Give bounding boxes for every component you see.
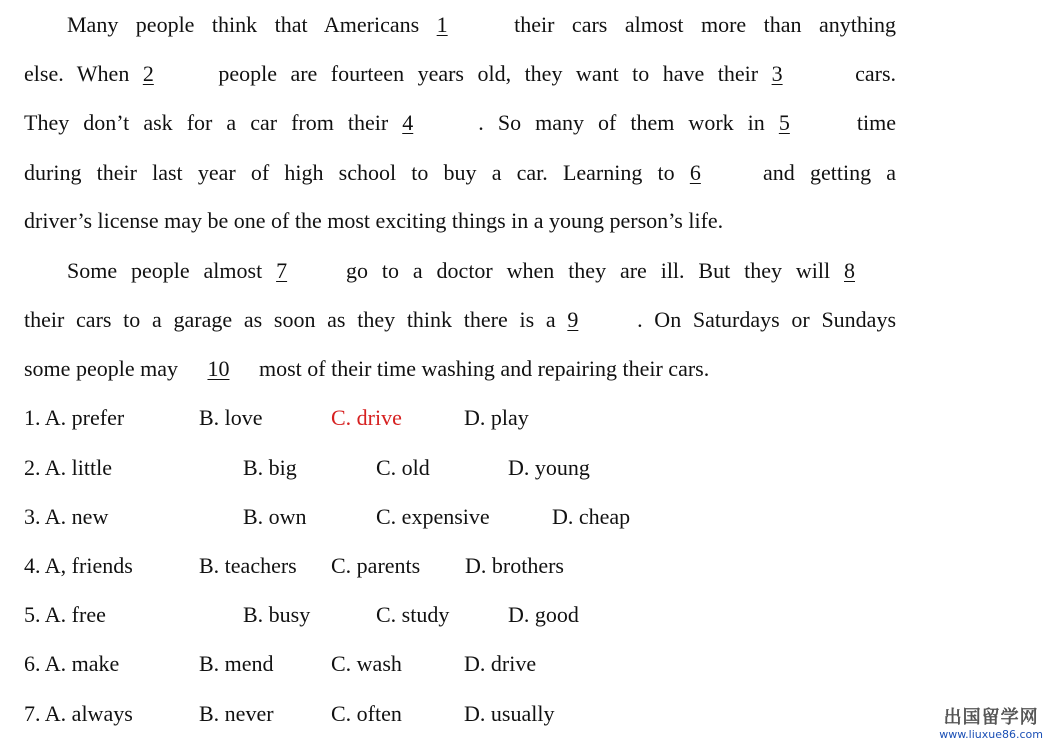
- question-5-option-c: C. study: [376, 602, 450, 627]
- question-6-option-b: B. mend: [199, 651, 274, 676]
- site-watermark: [939, 707, 1043, 741]
- watermark-cn-text: 出国留学网: [943, 707, 1039, 728]
- question-1-option-d: D. play: [464, 405, 529, 430]
- blank-4: 4: [402, 110, 414, 135]
- passage-line-7: their cars to a garage as soon as they think there is a 9 . On Saturdays or Sundays: [24, 305, 896, 335]
- blank-3: 3: [771, 61, 783, 86]
- question-5-option-d: D. good: [508, 602, 579, 627]
- passage-line-2: else. When 2 people are fourteen years old, they want to have their 3 cars.: [24, 59, 896, 89]
- question-2-option-b: B. big: [243, 455, 297, 480]
- blank-2: 2: [142, 61, 154, 86]
- question-7-option-a: 7. A. always: [24, 701, 133, 726]
- question-7-option-b: B. never: [199, 701, 274, 726]
- watermark-url-text: www.liuxue86.com: [939, 728, 1043, 741]
- question-3-option-b: B. own: [243, 504, 307, 529]
- passage-line-1: Many people think that Americans 1 their cars almost more than anything: [67, 10, 896, 40]
- question-2-option-a: 2. A. little: [24, 455, 113, 480]
- question-6-option-d: D. drive: [464, 651, 537, 676]
- question-7-option-c: C. often: [331, 701, 402, 726]
- blank-5: 5: [778, 110, 790, 135]
- question-4-option-c: C. parents: [331, 553, 421, 578]
- question-1-option-a: 1. A. prefer: [24, 405, 125, 430]
- passage-line-3: They don’t ask for a car from their 4 . So many of them work in 5 time: [24, 108, 896, 138]
- question-3-option-a: 3. A. new: [24, 504, 109, 529]
- blank-9: 9: [567, 307, 579, 332]
- passage-line-6: Some people almost 7 go to a doctor when they are ill. But they will 8: [67, 256, 896, 286]
- question-2-option-d: D. young: [508, 455, 590, 480]
- blank-10: 10: [207, 356, 230, 381]
- blank-7: 7: [276, 258, 288, 283]
- question-6-option-c: C. wash: [331, 651, 402, 676]
- question-5-option-a: 5. A. free: [24, 602, 106, 627]
- question-4-option-a: 4. A, friends: [24, 553, 133, 578]
- passage-line-5: driver’s license may be one of the most exciting things in a young person’s life.: [24, 208, 724, 233]
- question-1-option-c: C. drive: [331, 405, 402, 430]
- question-3-option-c: C. expensive: [376, 504, 490, 529]
- question-1-option-b: B. love: [199, 405, 263, 430]
- question-5-option-b: B. busy: [243, 602, 311, 627]
- question-6-option-a: 6. A. make: [24, 651, 120, 676]
- question-4-option-b: B. teachers: [199, 553, 297, 578]
- question-3-option-d: D. cheap: [552, 504, 631, 529]
- blank-6: 6: [689, 160, 701, 185]
- blank-8: 8: [844, 258, 855, 283]
- question-2-option-c: C. old: [376, 455, 430, 480]
- passage-line-8: some people may 10 most of their time washing and repairing their cars.: [24, 354, 896, 384]
- passage-line-4: during their last year of high school to buy a car. Learning to 6 and getting a: [24, 158, 896, 188]
- question-4-option-d: D. brothers: [465, 553, 564, 578]
- blank-1: 1: [436, 12, 448, 37]
- question-7-option-d: D. usually: [464, 701, 555, 726]
